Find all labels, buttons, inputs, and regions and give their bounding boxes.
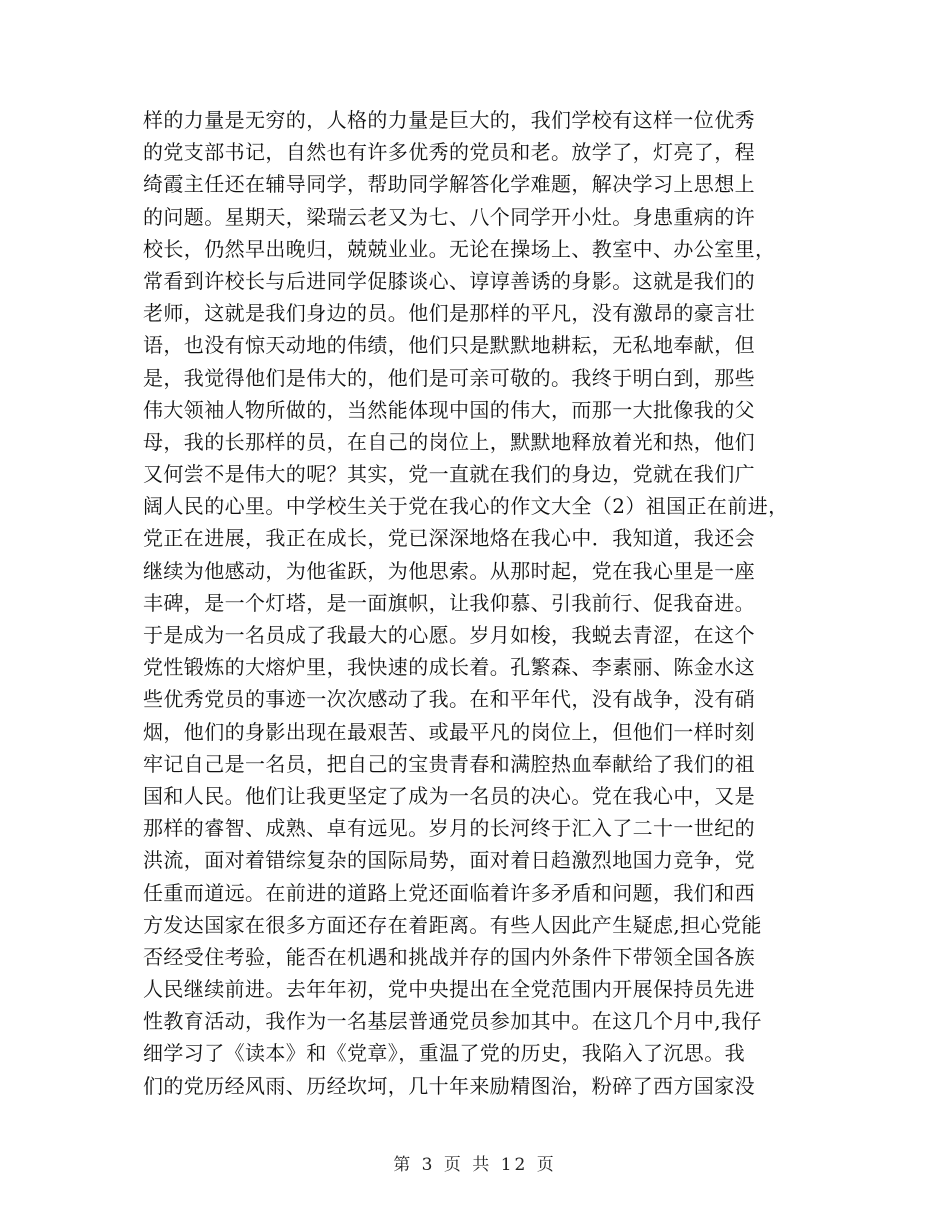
text-line: 老师，这就是我们身边的员。他们是那样的平凡，没有激昂的豪言壮	[143, 301, 755, 326]
text-line: 语，也没有惊天动地的伟绩，他们只是默默地耕耘，无私地奉献，但	[143, 333, 755, 358]
text-line: 烟，他们的身影出现在最艰苦、或最平凡的岗位上，但他们一样时刻	[143, 719, 755, 744]
document-body	[143, 104, 823, 1102]
text-line: 些优秀党员的事迹一次次感动了我。在和平年代，没有战争，没有硝	[143, 687, 755, 712]
text-line: 是，我觉得他们是伟大的，他们是可亲可敬的。我终于明白到，那些	[143, 365, 755, 390]
text-line: 样的力量是无穷的，人格的力量是巨大的，我们学校有这样一位优秀	[143, 108, 755, 132]
text-line: 又何尝不是伟大的呢？其实，党一直就在我们的身边，党就在我们广	[143, 462, 755, 487]
text-line: 牢记自己是一名员，把自己的宝贵青春和满腔热血奉献给了我们的祖	[143, 751, 755, 776]
text-line: 洪流，面对着错综复杂的国际局势，面对着日趋激烈地国力竞争，党	[143, 848, 755, 873]
text-line: 否经受住考验，能否在机遇和挑战并存的国内外条件下带领全国各族	[143, 944, 755, 969]
text-line: 党正在进展，我正在成长，党已深深地烙在我心中．我知道，我还会	[143, 526, 755, 551]
text-line: 阔人民的心里。中学校生关于党在我心的作文大全（2）祖国正在前进，	[143, 494, 789, 519]
text-line: 人民继续前进。去年年初，党中央提出在全党范围内开展保持员先进	[143, 977, 755, 1002]
text-line: 伟大领袖人物所做的，当然能体现中国的伟大，而那一大批像我的父	[143, 397, 755, 422]
text-line: 于是成为一名员成了我最大的心愿。岁月如梭，我蜕去青涩，在这个	[143, 623, 755, 647]
text-line: 国和人民。他们让我更坚定了成为一名员的决心。党在我心中，又是	[143, 783, 755, 808]
page-footer: 第 3 页 共 12 页	[393, 1155, 557, 1175]
text-line: 继续为他感动，为他雀跃，为他思索。从那时起，党在我心里是一座	[143, 558, 755, 583]
text-line: 母，我的长那样的员，在自己的岗位上，默默地释放着光和热，他们	[143, 429, 755, 454]
text-line: 的问题。星期天，梁瑞云老又为七、八个同学开小灶。身患重病的许	[143, 204, 755, 229]
text-line: 丰碑，是一个灯塔，是一面旗帜，让我仰慕、引我前行、促我奋进。	[143, 590, 755, 615]
text-line: 绮霞主任还在辅导同学，帮助同学解答化学难题，解决学习上思想上	[143, 172, 755, 197]
text-line: 性教育活动，我作为一名基层普通党员参加其中。在这几个月中,我仔	[143, 1009, 762, 1034]
text-line: 那样的睿智、成熟、卓有远见。岁月的长河终于汇入了二十一世纪的	[143, 816, 755, 841]
text-line: 方发达国家在很多方面还存在着距离。有些人因此产生疑虑,担心党能	[143, 912, 762, 937]
text-line: 党性锻炼的大熔炉里，我快速的成长着。孔繁森、李素丽、陈金水这	[143, 655, 755, 680]
text-line: 任重而道远。在前进的道路上党还面临着许多矛盾和问题，我们和西	[143, 880, 755, 905]
text-line: 校长，仍然早出晚归，兢兢业业。无论在操场上、教室中、办公室里，	[143, 236, 776, 261]
text-line: 们的党历经风雨、历经坎坷，几十年来励精图治，粉碎了西方国家没	[143, 1073, 755, 1098]
text-line: 常看到许校长与后进同学促膝谈心、谆谆善诱的身影。这就是我们的	[143, 268, 755, 293]
text-line: 细学习了《读本》和《党章》，重温了党的历史，我陷入了沉思。我	[143, 1041, 745, 1066]
text-line: 的党支部书记，自然也有许多优秀的党员和老。放学了，灯亮了，程	[143, 140, 755, 165]
